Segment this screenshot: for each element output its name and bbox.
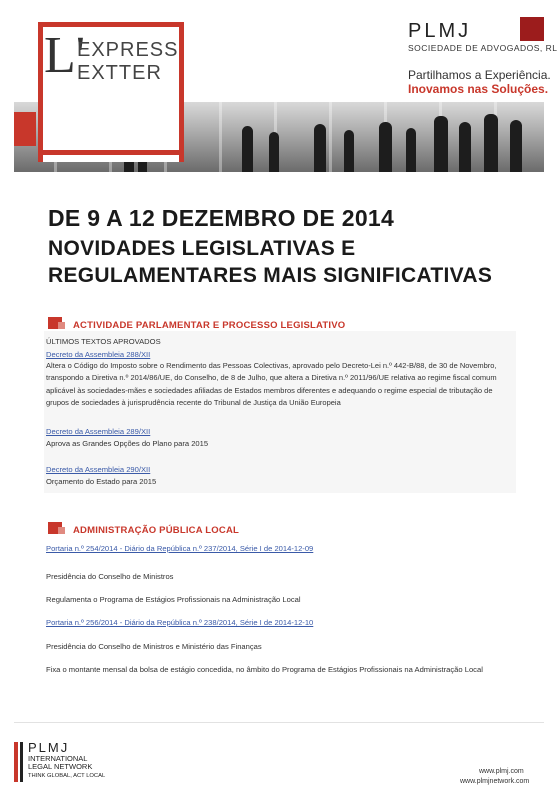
tagline-experience: Partilhamos a Experiência. (408, 68, 551, 82)
portaria-254-entity: Presidência do Conselho de Ministros (46, 572, 174, 581)
section2-bullet-icon (48, 522, 62, 534)
title-date: DE 9 A 12 DEZEMBRO DE 2014 (48, 205, 395, 231)
footer-network-line2: LEGAL NETWORK (28, 762, 93, 771)
logo-frame-base (38, 150, 184, 155)
logo-word-express: EXPRESS (77, 39, 179, 61)
decree-289-text: Aprova as Grandes Opções do Plano para 2015 (46, 439, 209, 448)
footer-motto: THINK GLOBAL, ACT LOCAL (28, 773, 106, 779)
portaria-254-link[interactable]: Portaria n.º 254/2014 - Diário da República n.º 237/2014, Série I de 2014-12-09 (46, 544, 314, 553)
footer-network-line1: INTERNATIONAL (28, 754, 88, 763)
section2-title: ADMINISTRAÇÃO PÚBLICA LOCAL (73, 525, 240, 536)
tagline-solutions: Inovamos nas Soluções. (408, 82, 549, 96)
decree-288-text: Altera o Código do Imposto sobre o Rendimento das Pessoas Colectivas, aprovado pelo Decreto-Lei n.º 442-B/88, de 30 de Novembro, transpondo a Diretiva n.º 2014/86/UE, do Conselho, de 8 de Julho, que altera a Diretiva n.º 2011/96/UE relativa ao regime fiscal comum aplicável às sociedades-mães e sociedades afiliadas de Estados membros diferentes e adequando o regime especial de tributação de grupos de sociedades à jurisprudência recente do Tribunal de Justiça da União Europeia (46, 361, 497, 408)
decree-290-text: Orçamento do Estado para 2015 (46, 477, 157, 486)
portaria-256-entity: Presidência do Conselho de Ministros e Ministério das Finanças (46, 642, 262, 651)
portaria-254-text: Regulamenta o Programa de Estágios Profissionais na Administração Local (46, 595, 301, 604)
decree-288-link[interactable]: Decreto da Assembleia 288/XII (46, 350, 151, 359)
title-line2: NOVIDADES LEGISLATIVAS E (48, 237, 356, 260)
brand-name: PLMJ (408, 20, 472, 42)
section1-bullet-icon (48, 317, 62, 329)
footer-logo-bar-red (14, 742, 18, 782)
brand-subtitle: SOCIEDADE DE ADVOGADOS, RL (408, 43, 558, 53)
decree-289-link[interactable]: Decreto da Assembleia 289/XII (46, 427, 151, 436)
section1-subtitle: ÚLTIMOS TEXTOS APROVADOS (46, 337, 161, 346)
logo-letter: L' (44, 27, 86, 84)
logo-word-extter: EXTTER (77, 62, 162, 84)
footer-brand: PLMJ (28, 740, 70, 755)
portaria-256-text: Fixa o montante mensal da bolsa de estágio concedida, no âmbito do Programa de Estágios Profissionais na Administração Local (46, 665, 483, 674)
decree-290-link[interactable]: Decreto da Assembleia 290/XII (46, 465, 151, 474)
footer-url-plmj[interactable]: www.plmj.com (479, 768, 524, 775)
footer-divider (14, 722, 544, 723)
section1-title: ACTIVIDADE PARLAMENTAR E PROCESSO LEGISLATIVO (73, 320, 346, 331)
footer-url-network[interactable]: www.plmjnetwork.com (460, 778, 530, 785)
footer-logo-bar-dark (20, 742, 23, 782)
title-line3: REGULAMENTARES MAIS SIGNIFICATIVAS (48, 264, 493, 287)
portaria-256-link[interactable]: Portaria n.º 256/2014 - Diário da República n.º 238/2014, Série I de 2014-12-10 (46, 618, 314, 627)
brand-square-icon (520, 17, 544, 41)
